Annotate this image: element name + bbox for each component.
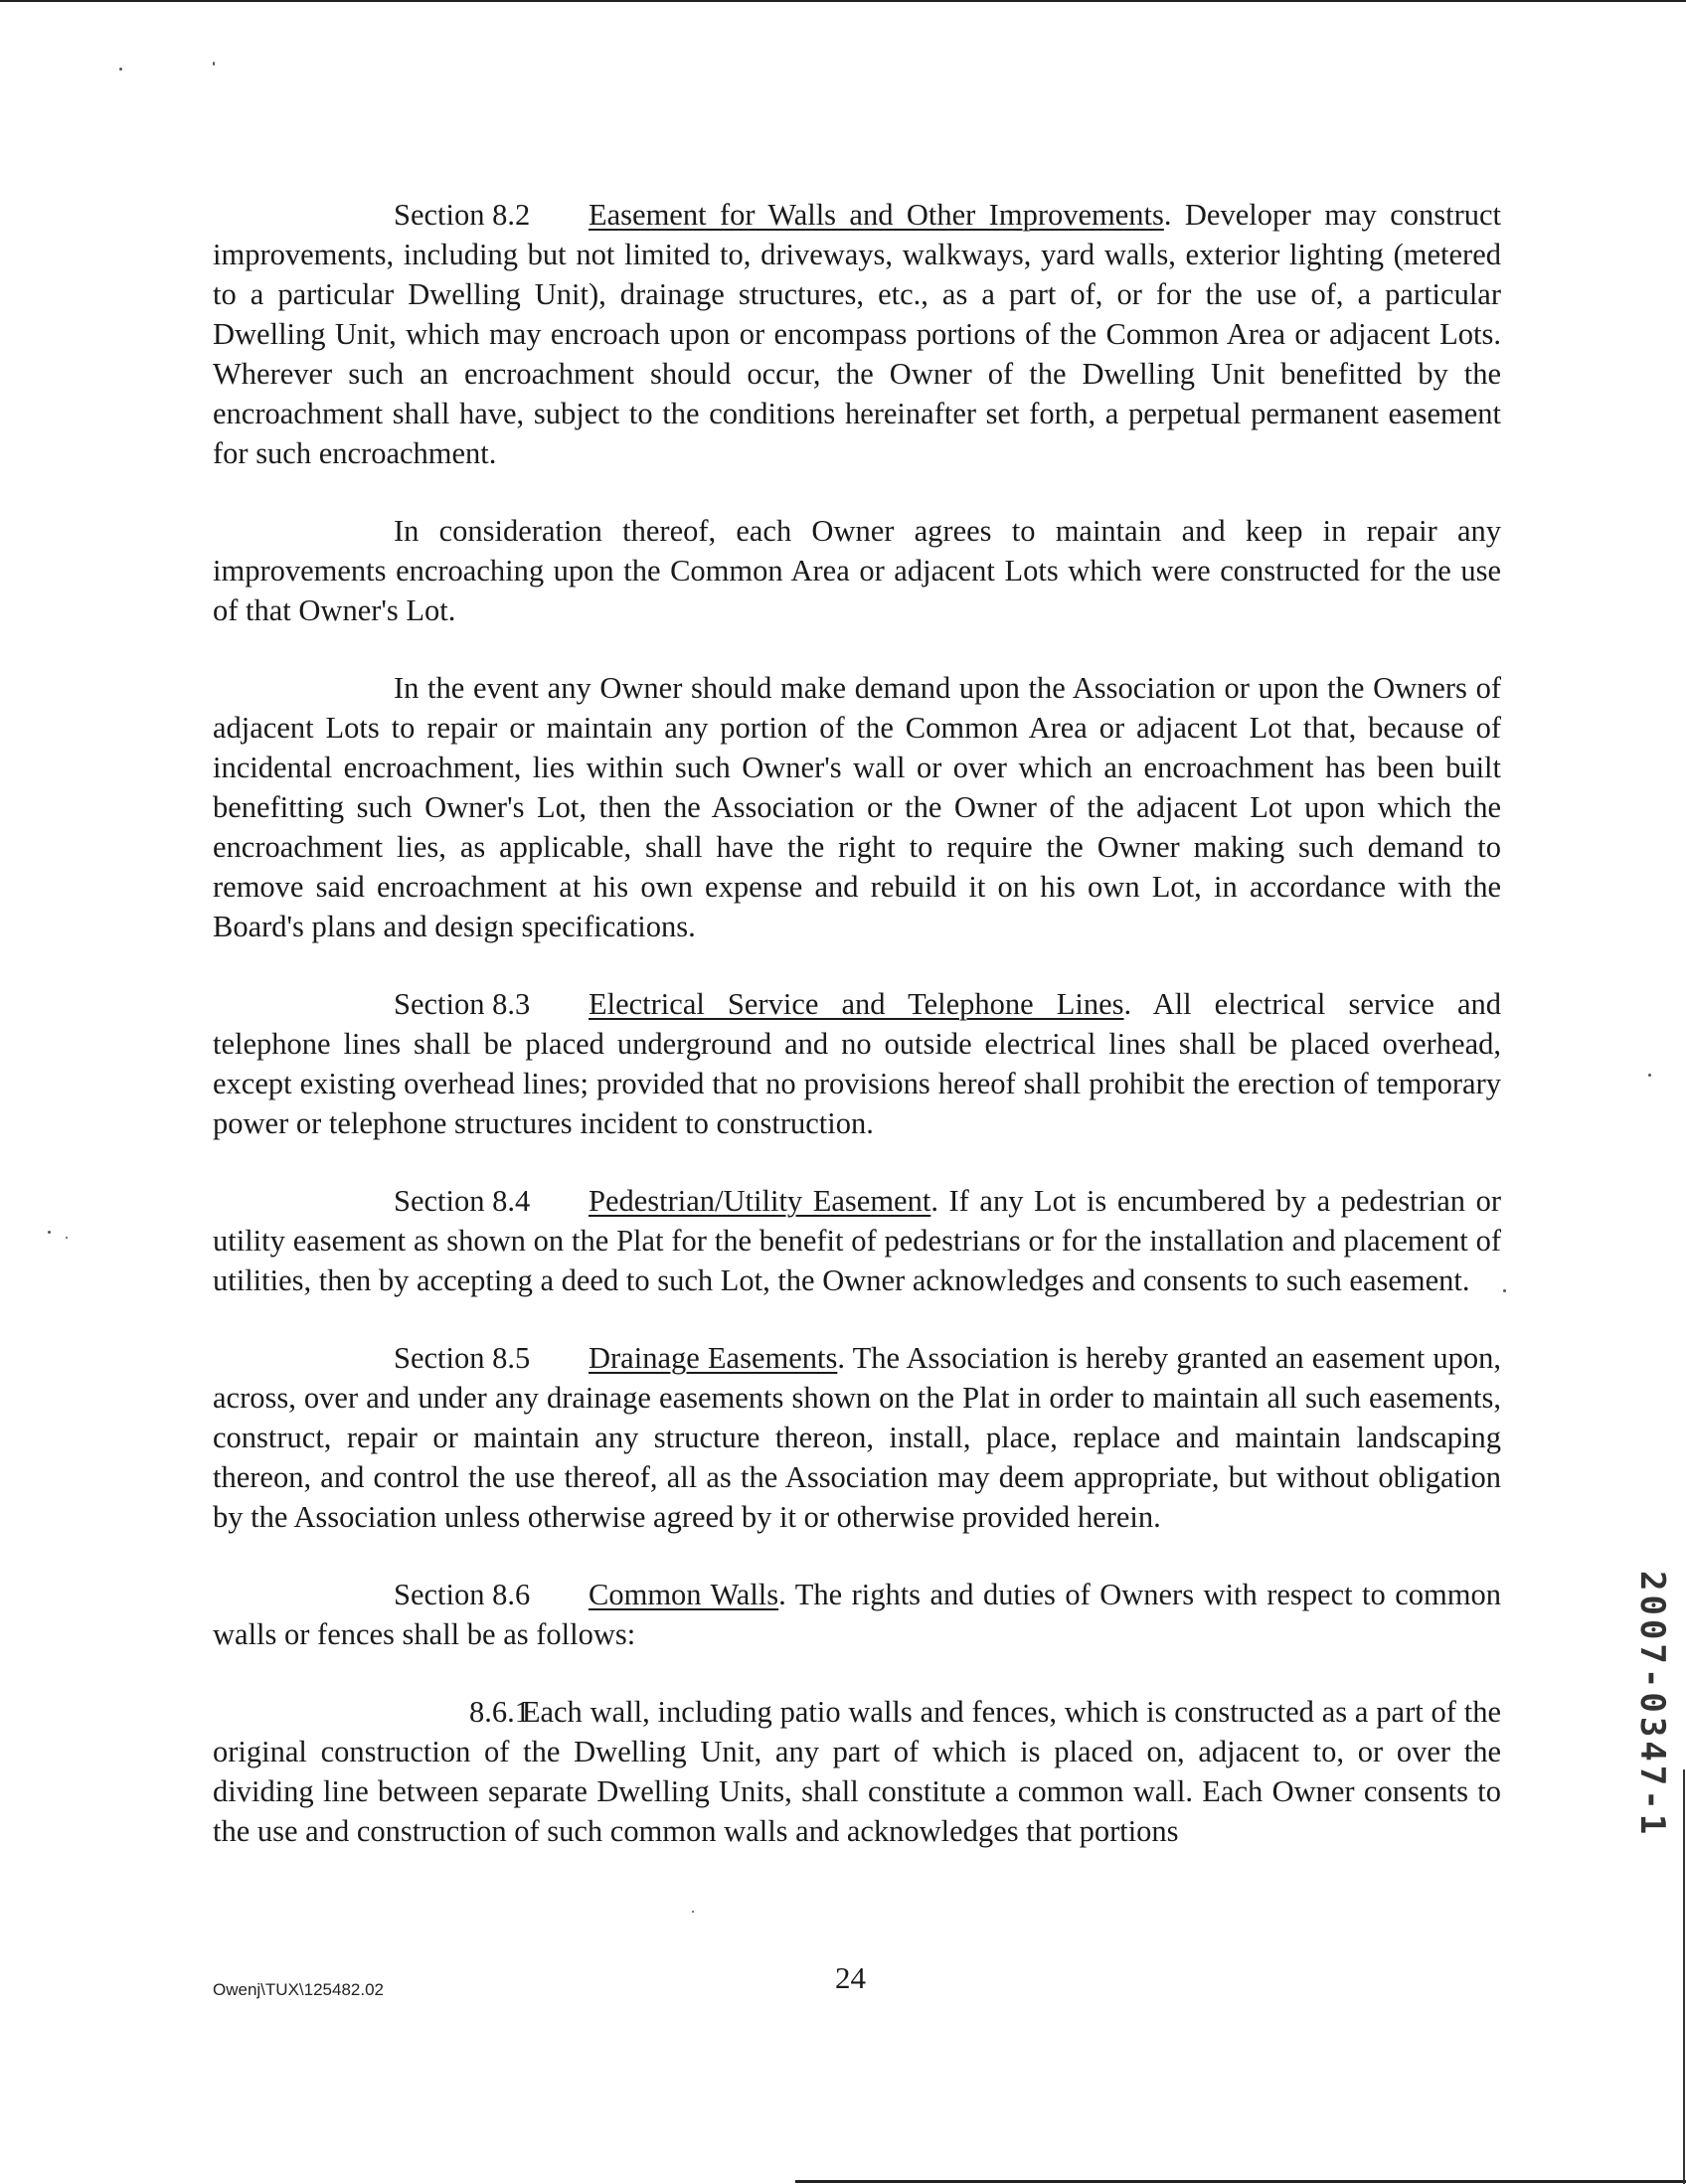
demand-paragraph bbox=[213, 668, 1501, 946]
section-label: Section 8.5 bbox=[394, 1341, 531, 1375]
section-heading: Electrical Service and Telephone Lines bbox=[589, 987, 1124, 1021]
scan-speck bbox=[48, 1231, 51, 1234]
section-heading: Pedestrian/Utility Easement bbox=[589, 1184, 931, 1218]
footer-document-path: Owenj\TUX\125482.02 bbox=[213, 1980, 384, 1999]
scan-speck bbox=[213, 62, 215, 66]
page-bottom-border bbox=[795, 2180, 1686, 2183]
scan-speck bbox=[66, 1237, 68, 1239]
scan-speck bbox=[692, 1911, 694, 1913]
section-8-2-paragraph bbox=[213, 195, 1501, 473]
page-top-border bbox=[0, 0, 1686, 2]
subsection-8-6-1-paragraph bbox=[213, 1692, 1501, 1851]
section-label: Section 8.6 bbox=[394, 1578, 531, 1611]
section-8-3-paragraph bbox=[213, 984, 1501, 1143]
scan-speck bbox=[119, 68, 122, 71]
section-body: . All electrical service and telephone lines shall be placed underground and no outside electrical lines shall be placed overhead, except existing overhead lines; provided that no provisions hereof shall prohibit the erection of temporary power or telephone structures incident to construction. bbox=[213, 987, 1501, 1140]
section-8-6-paragraph bbox=[213, 1575, 1501, 1654]
section-heading: Easement for Walls and Other Improvements bbox=[589, 198, 1164, 232]
scan-speck bbox=[1503, 1289, 1506, 1292]
section-label: Section 8.3 bbox=[394, 987, 531, 1021]
scan-speck bbox=[1648, 1074, 1651, 1077]
section-body: . If any Lot is encumbered by a pedestrian or utility easement as shown on the Plat for the benefit of pedestrians or for the installation and placement of utilities, then by accepting a deed to such Lot, the Owner acknowledges and consents to such easement. bbox=[213, 1184, 1501, 1297]
paragraph-body: In the event any Owner should make demand upon the Association or upon the Owners of adjacent Lots to repair or maintain any portion of the Common Area or adjacent Lot that, because of incidental encroachment, lies within such Owner's wall or over which an encroachment has been built benefitting such Owner's Lot, then the Association or the Owner of the adjacent Lot upon which the encroachment lies, as applicable, shall have the right to require the Owner making such demand to remove said encroachment at his own expense and rebuild it on his own Lot, in accordance with the Board's plans and design specifications. bbox=[213, 671, 1501, 943]
section-8-5-paragraph bbox=[213, 1338, 1501, 1537]
section-label: Section 8.4 bbox=[394, 1184, 531, 1218]
page-right-border bbox=[1683, 1769, 1685, 2184]
recording-stamp bbox=[1632, 1571, 1672, 1929]
section-body: . The Association is hereby granted an easement upon, across, over and under any drainage easements shown on the Plat in order to maintain all such easements, construct, repair or maintain any structure thereon, install, place, replace and maintain landscaping thereon, and control the use thereof, all as the Association may deem appropriate, but without obligation by the Association unless otherwise agreed by it or otherwise provided herein. bbox=[213, 1341, 1502, 1534]
recording-stamp-text: 2007-0347-1 bbox=[1632, 1571, 1672, 1839]
consideration-paragraph bbox=[213, 511, 1501, 630]
section-body: . Developer may construct improvements, including but not limited to, driveways, walkways, yard walls, exterior lighting (metered to a particular Dwelling Unit), drainage structures, etc., as a part of, or for the use of, a particular Dwelling Unit, which may encroach upon or encompass portions of the Common Area or adjacent Lots. Wherever such an encroachment should occur, the Owner of the Dwelling Unit benefitted by the encroachment shall have, subject to the conditions hereinafter set forth, a perpetual permanent easement for such encroachment. bbox=[213, 198, 1501, 470]
section-heading: Drainage Easements bbox=[589, 1341, 838, 1375]
section-8-4-paragraph bbox=[213, 1181, 1501, 1300]
paragraph-body: In consideration thereof, each Owner agrees to maintain and keep in repair any improvements encroaching upon the Common Area or adjacent Lots which were constructed for the use of that Owner's Lot. bbox=[213, 514, 1501, 627]
section-label: Section 8.2 bbox=[394, 198, 531, 232]
page-number: 24 bbox=[835, 1960, 866, 1995]
section-body: . The rights and duties of Owners with respect to common walls or fences shall be as follows: bbox=[213, 1578, 1501, 1651]
document-body bbox=[213, 195, 1501, 1889]
section-heading: Common Walls bbox=[589, 1578, 779, 1611]
subsection-body: Each wall, including patio walls and fences, which is constructed as a part of the original construction of the Dwelling Unit, any part of which is placed on, adjacent to, or over the dividing line between separate Dwelling Units, shall constitute a common wall. Each Owner consents to the use and construction of such common walls and acknowledges that portions bbox=[213, 1695, 1502, 1848]
subsection-label: 8.6.1 bbox=[469, 1695, 530, 1729]
